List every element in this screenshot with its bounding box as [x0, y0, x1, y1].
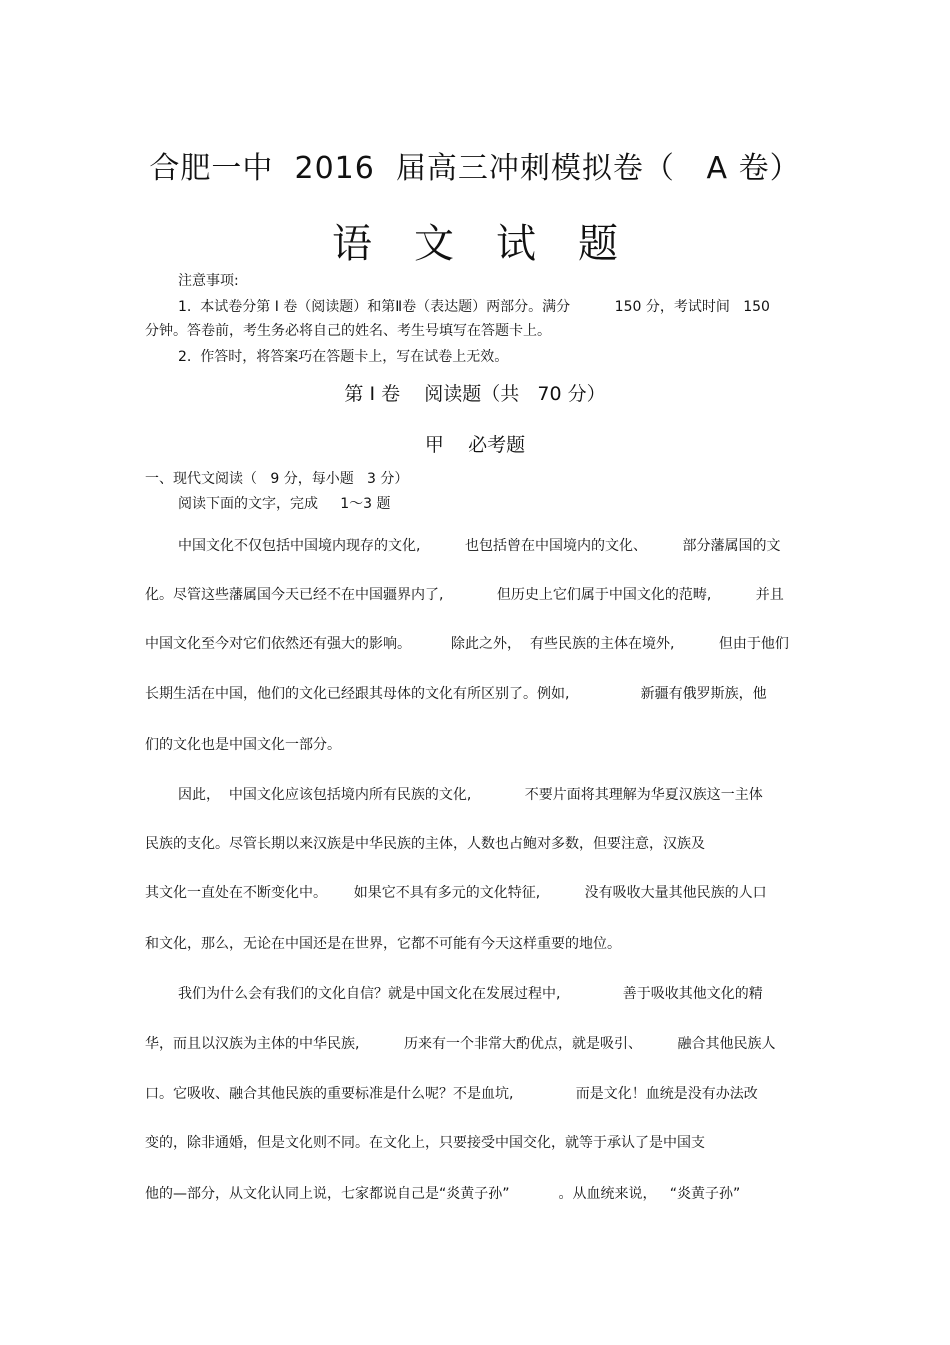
exam-subject-title: 语文试题: [332, 221, 660, 267]
passage-line: 因此， 中国文化应该包括境内所有民族的文化, 不要片面将其理解为华夏汉族这一主体: [178, 787, 763, 803]
exam-title: 合肥一中 2016 届高三冲刺模拟卷（ A 卷）: [149, 151, 801, 186]
notice-item-1-line-1: 1. 本试卷分第 I 卷（阅读题）和第Ⅱ卷（表达题）两部分。满分 150 分，考试时间 150: [178, 299, 770, 315]
passage-line: 们的文化也是中国文化一部分。: [145, 737, 341, 753]
passage-line: 化。尽管这些藩属国今天已经不在中国疆界内了, 但历史上它们属于中国文化的范畴, 并且: [145, 587, 784, 603]
passage-line: 民族的支化。尽管长期以来汉族是中华民族的主体，人数也占鲍对多数，但要注意，汉族及: [145, 836, 705, 852]
notice-label: 注意事项:: [178, 273, 239, 289]
passage-line: 口。它吸收、融合其他民族的重要标准是什么呢？不是血坑, 而是文化！血统是没有办法改: [145, 1086, 758, 1102]
part-1-heading: 第 I 卷 阅读题（共 70 分）: [344, 383, 606, 405]
part-1-subheading: 甲 必考题: [424, 434, 526, 456]
passage-line: 其文化一直处在不断变化中。 如果它不具有多元的文化特征, 没有吸收大量其他民族的人口: [145, 885, 767, 901]
passage-line: 华，而且以汉族为主体的中华民族, 历来有一个非常大酌优点，就是吸引、 融合其他民族人: [145, 1036, 776, 1052]
passage-line: 和文化，那么，无论在中国还是在世界，它都不可能有今天这样重要的地位。: [145, 936, 621, 952]
passage-line: 他的—部分，从文化认同上说，七家都说自己是“炎黄子孙” 。从血统来说， “炎黄子孙”: [145, 1186, 741, 1202]
passage-line: 变的，除非通婚，但是文化则不同。在文化上，只要接受中国交化，就等于承认了是中国支: [145, 1135, 705, 1151]
passage-line: 中国文化不仅包括中国境内现存的文化, 也包括曾在中国境内的文化、 部分藩属国的文: [178, 538, 781, 554]
passage-line: 中国文化至今对它们依然还有强大的影响。 除此之外， 有些民族的主体在境外, 但由于他们: [145, 636, 789, 652]
question-1-heading: 一、现代文阅读（ 9 分，每小题 3 分）: [145, 471, 409, 487]
notice-item-1-line-2: 分钟。答卷前，考生务必将自己的姓名、考生号填写在答题卡上。: [145, 323, 551, 339]
passage-line: 长期生活在中国，他们的文化已经跟其母体的文化有所区别了。例如, 新疆有俄罗斯族，他: [145, 686, 767, 702]
question-1-instruction: 阅读下面的文字，完成 1～3 题: [178, 496, 391, 512]
passage-line: 我们为什么会有我们的文化自信？就是中国文化在发展过程中, 善于吸收其他文化的精: [178, 986, 763, 1002]
notice-item-2: 2. 作答时，将答案巧在答题卡上，写在试卷上无效。: [178, 349, 509, 365]
